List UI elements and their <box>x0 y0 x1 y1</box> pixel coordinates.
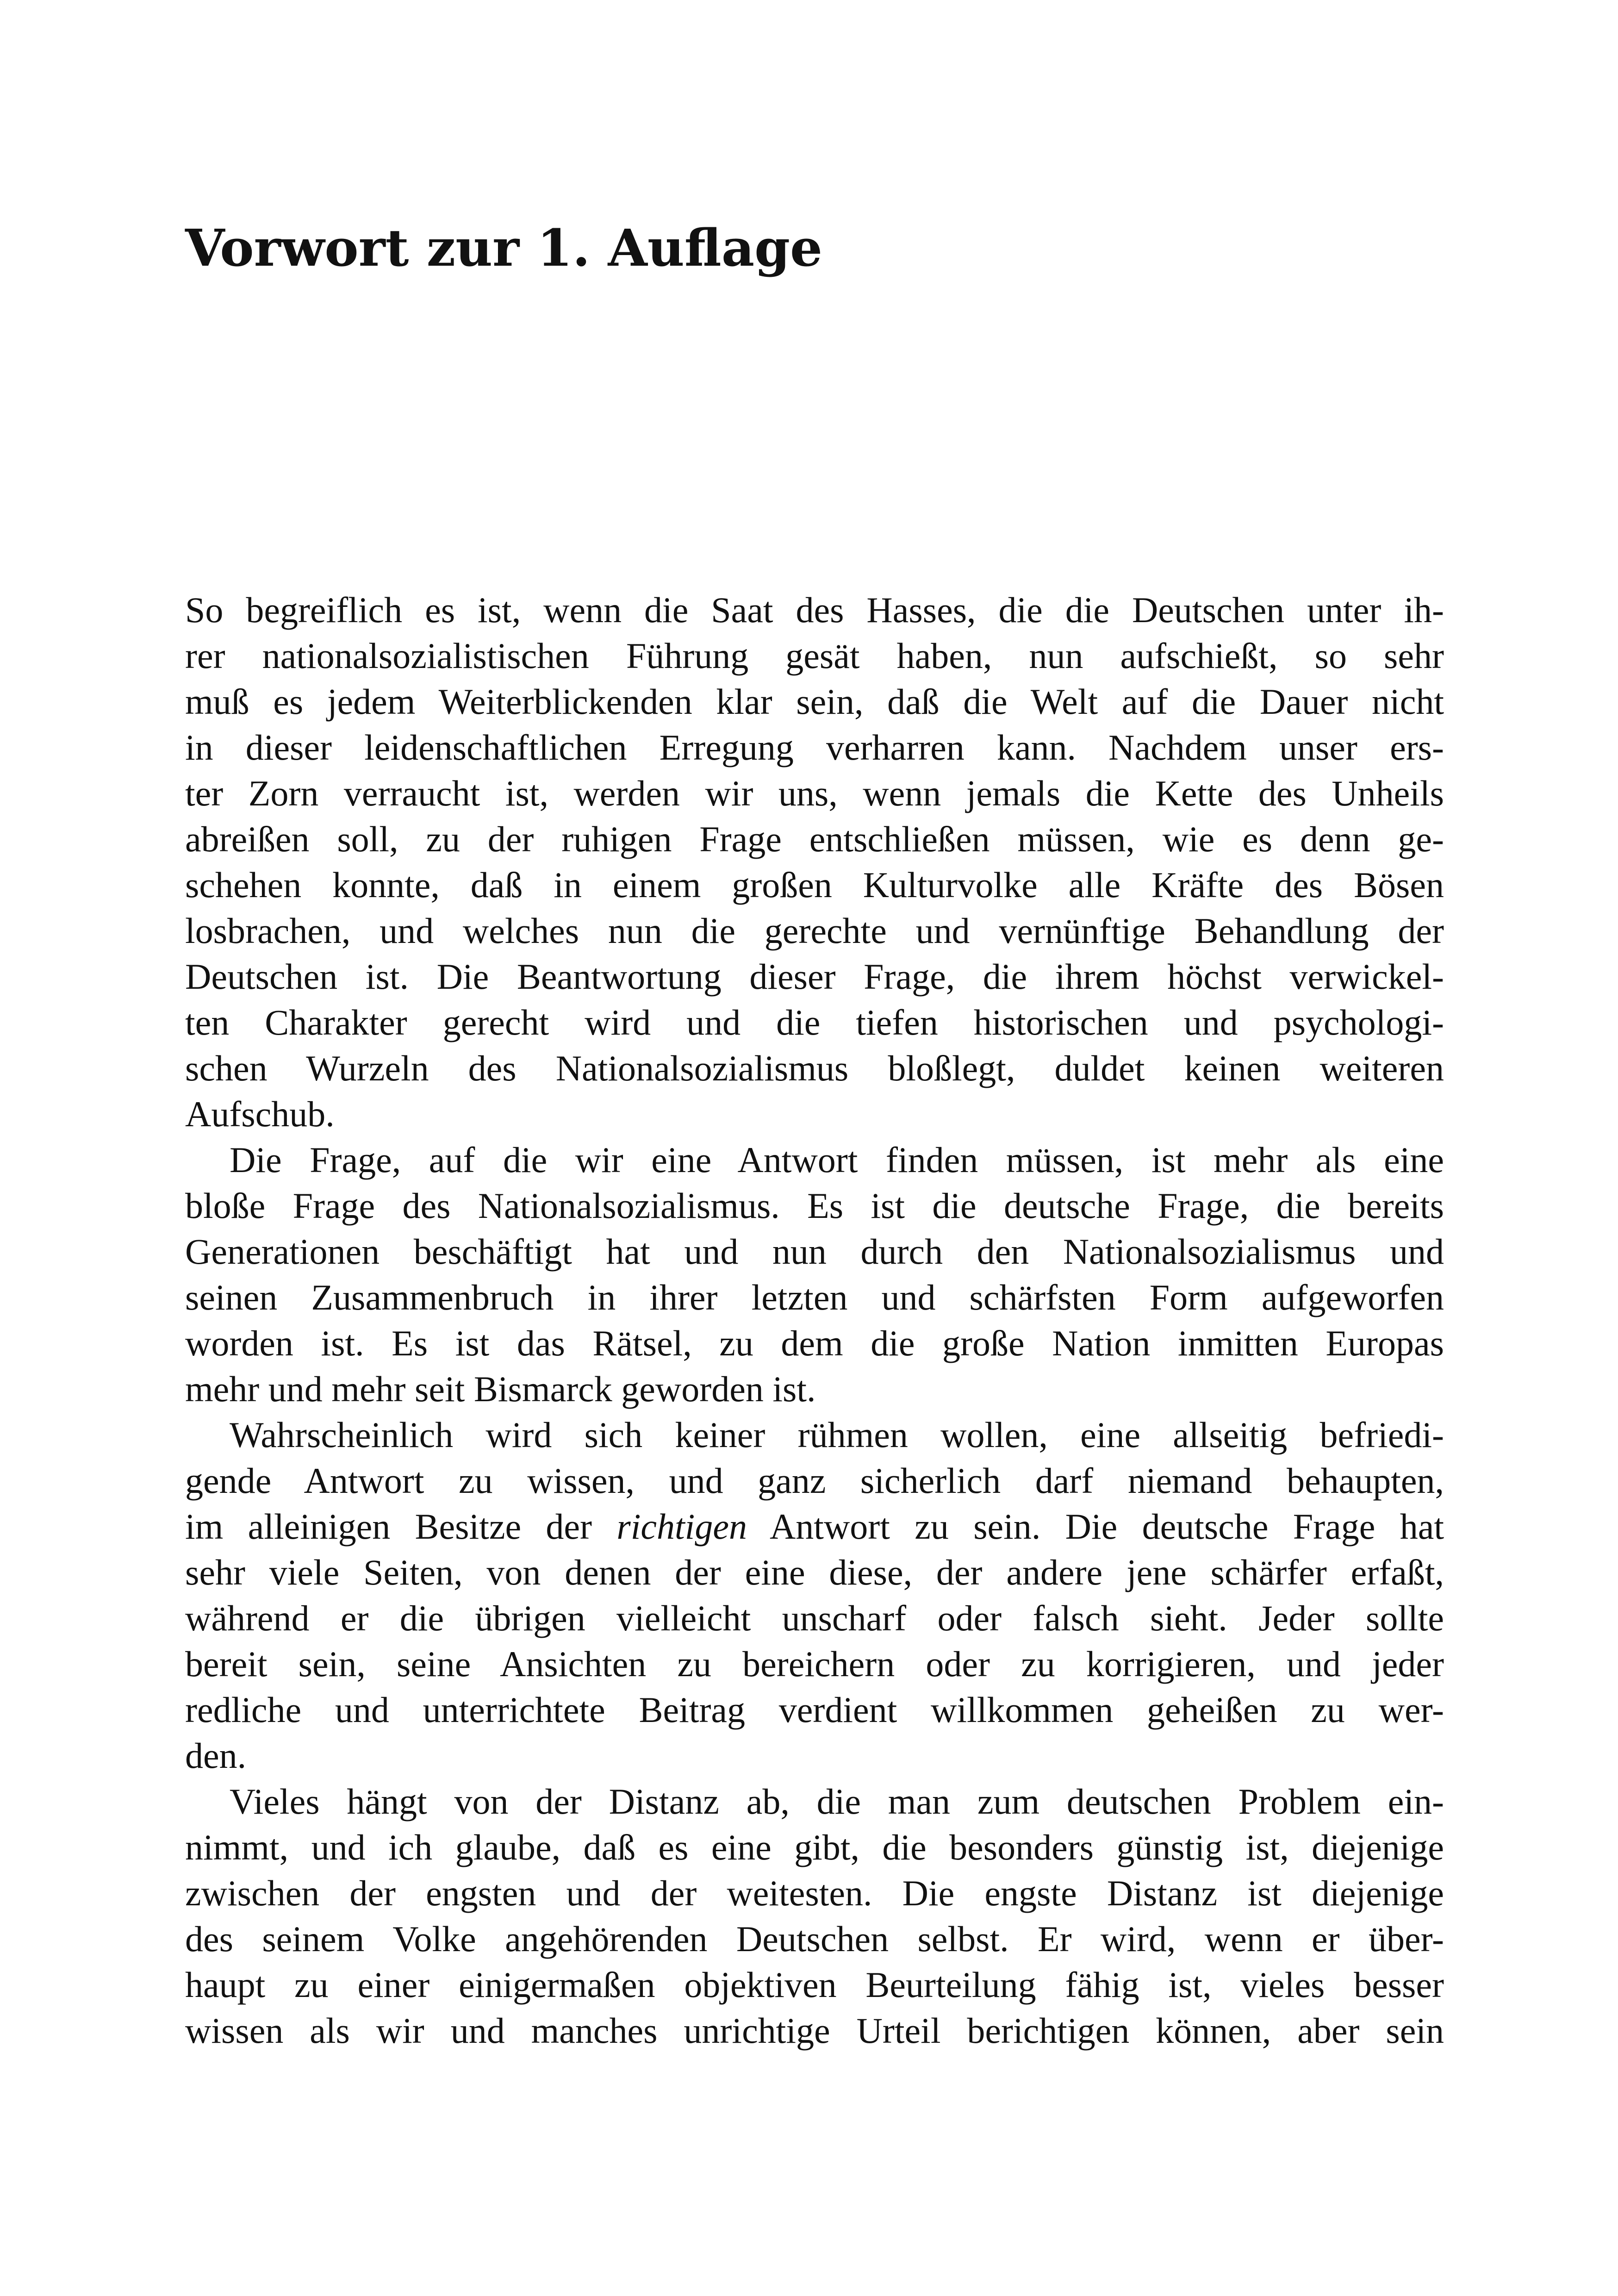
text-run: seinen Zusammenbruch in ihrer letzten und schärfsten Form aufgeworfen <box>185 1277 1444 1317</box>
text-run: Antwort zu sein. Die deutsche Frage hat <box>747 1506 1444 1547</box>
text-run: wissen als wir und manches unrichtige Urteil berichtigen können, aber sein <box>185 2010 1444 2051</box>
text-run: gende Antwort zu wissen, und ganz sicherlich darf niemand behaupten, <box>185 1460 1444 1501</box>
text-run: zwischen der engsten und der weitesten. Die engste Distanz ist diejenige <box>185 1873 1444 1913</box>
text-line <box>185 1870 1444 1916</box>
paragraph <box>185 1412 1444 1778</box>
text-line <box>185 1962 1444 2008</box>
text-run: bereit sein, seine Ansichten zu bereichern oder zu korrigieren, und jeder <box>185 1644 1444 1684</box>
text-line <box>185 1916 1444 1962</box>
chapter-title: Vorwort zur 1. Auflage <box>185 218 822 278</box>
paragraph <box>185 587 1444 1137</box>
text-run: abreißen soll, zu der ruhigen Frage entschließen müssen, wie es denn ge- <box>185 819 1444 859</box>
text-run: schehen konnte, daß in einem großen Kulturvolke alle Kräfte des Bösen <box>185 865 1444 905</box>
text-line <box>185 724 1444 770</box>
text-line <box>185 999 1444 1045</box>
text-run: rer nationalsozialistischen Führung gesät haben, nun aufschießt, so sehr <box>185 636 1444 676</box>
text-line <box>185 1183 1444 1229</box>
text-run: ter Zorn verraucht ist, werden wir uns, wenn jemals die Kette des Unheils <box>185 773 1444 813</box>
text-line <box>185 1412 1444 1458</box>
text-line <box>185 1733 1444 1778</box>
text-run: Die Frage, auf die wir eine Antwort finden müssen, ist mehr als eine <box>230 1140 1444 1180</box>
text-line <box>185 1458 1444 1504</box>
text-line <box>185 1778 1444 1824</box>
body-text <box>185 587 1444 2053</box>
text-run: schen Wurzeln des Nationalsozialismus bloßlegt, duldet keinen weiteren <box>185 1048 1444 1088</box>
text-line <box>185 1045 1444 1091</box>
text-run: während er die übrigen vielleicht unscharf oder falsch sieht. Jeder sollte <box>185 1598 1444 1638</box>
text-line <box>185 1274 1444 1320</box>
text-line <box>185 1137 1444 1183</box>
paragraph <box>185 1778 1444 2053</box>
text-line <box>185 770 1444 816</box>
text-line <box>185 1320 1444 1366</box>
text-line <box>185 862 1444 908</box>
text-run: bloße Frage des Nationalsozialismus. Es ist die deutsche Frage, die bereits <box>185 1185 1444 1226</box>
text-run: im alleinigen Besitze der <box>185 1506 617 1547</box>
text-run: Aufschub. <box>185 1094 335 1134</box>
text-line <box>185 1549 1444 1595</box>
text-run: worden ist. Es ist das Rätsel, zu dem die große Nation inmitten Europas <box>185 1323 1444 1363</box>
emphasized-text: richtigen <box>616 1506 747 1547</box>
text-run: in dieser leidenschaftlichen Erregung verharren kann. Nachdem unser ers- <box>185 727 1444 767</box>
text-line <box>185 1366 1444 1412</box>
text-run: Deutschen ist. Die Beantwortung dieser Frage, die ihrem höchst verwickel- <box>185 956 1444 997</box>
text-line <box>185 1504 1444 1549</box>
text-run: Vieles hängt von der Distanz ab, die man zum deutschen Problem ein- <box>230 1781 1444 1822</box>
paragraph <box>185 1137 1444 1412</box>
text-run: sehr viele Seiten, von denen der eine diese, der andere jene schärfer erfaßt, <box>185 1552 1444 1592</box>
text-line <box>185 1824 1444 1870</box>
text-line <box>185 816 1444 862</box>
text-run: mehr und mehr seit Bismarck geworden ist. <box>185 1369 816 1409</box>
text-line <box>185 587 1444 633</box>
text-line <box>185 954 1444 999</box>
text-line <box>185 633 1444 679</box>
text-run: muß es jedem Weiterblickenden klar sein, daß die Welt auf die Dauer nicht <box>185 681 1444 722</box>
text-run: haupt zu einer einigermaßen objektiven Beurteilung fähig ist, vieles besser <box>185 1965 1444 2005</box>
text-line <box>185 1229 1444 1274</box>
text-line <box>185 1687 1444 1733</box>
text-run: ten Charakter gerecht wird und die tiefen historischen und psychologi- <box>185 1002 1444 1042</box>
text-run: So begreiflich es ist, wenn die Saat des Hasses, die die Deutschen unter ih- <box>185 590 1444 630</box>
text-run: Wahrscheinlich wird sich keiner rühmen wollen, eine allseitig befriedi- <box>230 1415 1444 1455</box>
text-line <box>185 1641 1444 1687</box>
text-line <box>185 2008 1444 2053</box>
text-line <box>185 908 1444 954</box>
text-line <box>185 679 1444 724</box>
text-run: des seinem Volke angehörenden Deutschen selbst. Er wird, wenn er über- <box>185 1919 1444 1959</box>
text-run: losbrachen, und welches nun die gerechte und vernünftige Behandlung der <box>185 911 1444 951</box>
text-run: Generationen beschäftigt hat und nun durch den Nationalsozialismus und <box>185 1231 1444 1272</box>
text-line <box>185 1091 1444 1137</box>
text-run: nimmt, und ich glaube, daß es eine gibt, die besonders günstig ist, diejenige <box>185 1827 1444 1867</box>
text-run: den. <box>185 1735 247 1776</box>
text-line <box>185 1595 1444 1641</box>
text-run: redliche und unterrichtete Beitrag verdient willkommen geheißen zu wer- <box>185 1690 1444 1730</box>
